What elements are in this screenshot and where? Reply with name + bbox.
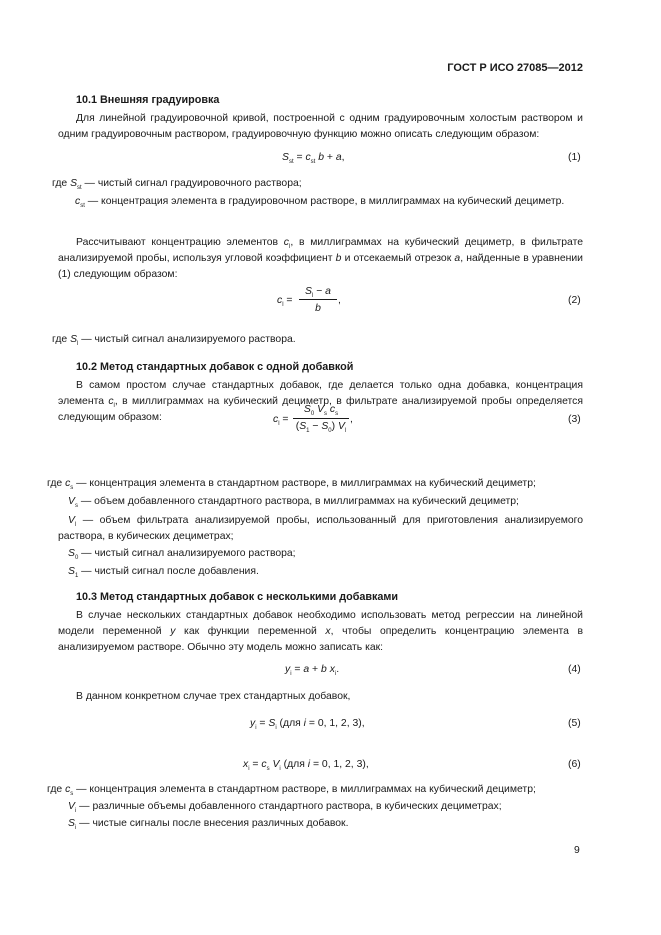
equation-2-fraction-line [299, 299, 337, 300]
section-10-1-title: 10.1 Внешняя градуировка [76, 94, 220, 106]
where-s-0: $S_0$ — чистый сигнал анализируемого раствора; [68, 548, 296, 561]
page-number: 9 [574, 845, 580, 856]
section-10-3-para2: В данном конкретном случае трех стандартных добавок, [76, 691, 351, 702]
equation-3-fraction-line [293, 418, 349, 419]
equation-1-number: (1) [568, 152, 581, 163]
equation-2-lhs: $c_l$ = [277, 295, 293, 308]
equation-2-comma: , [338, 295, 341, 306]
where-s-i: $S_i$ — чистые сигналы после внесения различных добавок. [68, 818, 349, 831]
where-v-l: $V_l$ — объем фильтрата анализируемой пробы, использованный для приготовления анализируемого раствора, в кубических дециметрах; [58, 515, 583, 543]
where-c-s: где $c_s$ — концентрация элемента в стандартном растворе, в миллиграммах на кубический дециметр; [47, 478, 536, 491]
section-10-3-title: 10.3 Метод стандартных добавок с несколькими добавками [76, 591, 399, 603]
equation-2-denominator: b [315, 303, 321, 314]
equation-3-comma: , [350, 414, 353, 425]
where-c-s-2: где $c_s$ — концентрация элемента в стандартном растворе, в миллиграммах на кубический дециметр; [47, 784, 536, 797]
standard-header: ГОСТ Р ИСО 27085—2012 [447, 62, 583, 74]
where-s-1: $S_1$ — чистый сигнал после добавления. [68, 566, 259, 579]
section-10-2-intro: В самом простом случае стандартных добавок, где делается только одна добавка, концентрация элемента $c_l$, в миллиграммах на кубический дециметр, в фильтрате анализируемой пробы определяется следующим образом: [58, 380, 584, 424]
section-10-1-para2: Рассчитывают концентрацию элементов $c_l$, в миллиграммах на кубический дециметр, в фильтрате анализируемой пробы, используя угловой коэффициент b и отсекаемый отрезок a, найденные в уравнении (1) следующим образом: [58, 237, 583, 281]
equation-3-denominator: $(S_1 - S_0)$ $V_l$ [295, 421, 347, 434]
equation-3-lhs: $c_l$ = [273, 414, 289, 427]
where-s-l: где $S_l$ — чистый сигнал анализируемого раствора. [52, 334, 296, 347]
section-10-2-title: 10.2 Метод стандартных добавок с одной добавкой [76, 361, 354, 373]
equation-1: $S_{st} = c_{st}$ b + a, [282, 152, 345, 165]
where-v-s: $V_s$ — объем добавленного стандартного раствора, в миллиграммах на кубический дециметр; [68, 496, 519, 509]
equation-6-number: (6) [568, 759, 581, 770]
equation-5: $y_i = S_i$ (для i = 0, 1, 2, 3), [250, 718, 365, 731]
equation-3-numerator: $S_0$ $V_s$ $c_s$ [303, 404, 339, 417]
equation-2-number: (2) [568, 295, 581, 306]
equation-4-number: (4) [568, 664, 581, 675]
equation-4: $y_i = a + b$ $x_i$. [285, 664, 340, 677]
equation-6: $x_i = c_s$ $V_i$ (для i = 0, 1, 2, 3), [243, 759, 369, 772]
section-10-1-intro: Для линейной градуировочной кривой, построенной с одним градуировочным холостым раствором и одним градуировочным раствором, градуировочную функцию можно описать следующим образом: [58, 113, 583, 141]
where-c-st: $c_{st}$ — концентрация элемента в градуировочном растворе, в миллиграммах на кубический дециметр. [75, 196, 565, 209]
equation-2-numerator: $S_l - a$ [305, 286, 331, 299]
where-v-i: $V_i$ — различные объемы добавленного стандартного раствора, в кубических дециметрах; [68, 801, 502, 814]
equation-5-number: (5) [568, 718, 581, 729]
section-10-3-intro: В случае нескольких стандартных добавок необходимо использовать метод регрессии на линейной модели переменной y как функции переменной x, чтобы определить концентрацию элемента в анализируемом растворе. Обычно эту модель можно записать как: [58, 610, 583, 654]
equation-3-number: (3) [568, 414, 581, 425]
where-s-st: где $S_{st}$ — чистый сигнал градуировочного раствора; [52, 178, 302, 191]
